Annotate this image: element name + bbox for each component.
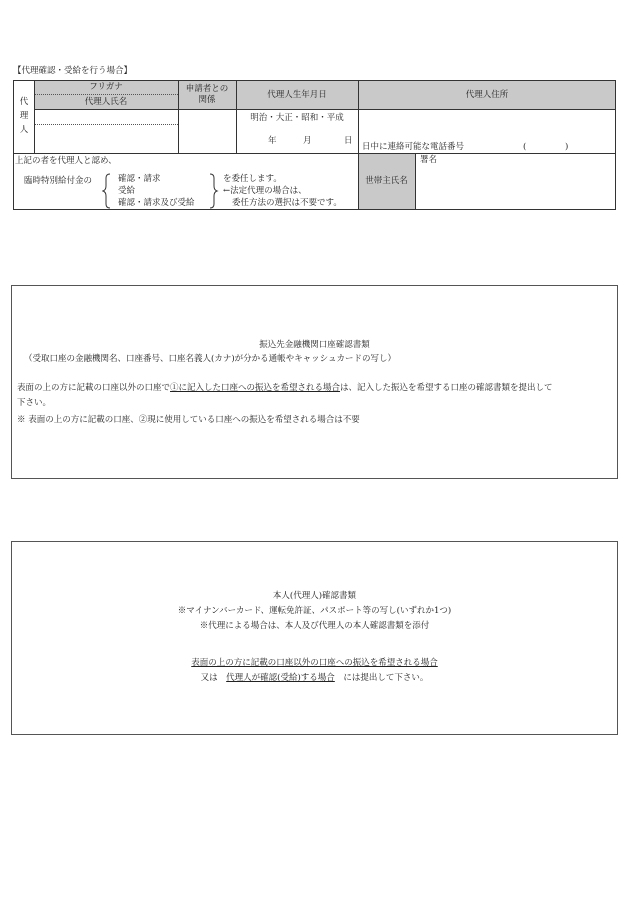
signature-label: 署名 — [420, 155, 438, 165]
address-label: 代理人住所 — [465, 90, 509, 100]
bank-box-body-line2: 下さい。 — [17, 398, 52, 408]
entrust-text: を委任します。 — [223, 174, 282, 184]
phone-label: 日中に連絡可能な電話番号 — [362, 142, 465, 152]
id-box-condition2-line: 又は 代理人が確認(受給)する場合 には提出して下さい。 — [200, 673, 429, 683]
bank-box-title: 振込先金融機関口座確認書類 — [259, 340, 370, 350]
legal-proxy-note: ←法定代理の場合は、 — [223, 186, 307, 196]
delegate-text: 上記の者を代理人と認め、 — [15, 156, 117, 166]
id-box-condition1: 表面の上の方に記載の口座以外の口座への振込を希望される場合 — [191, 658, 438, 668]
bank-box-note: ※ 表面の上の方に記載の口座、②現に使用している口座への振込を希望される場合は不要 — [17, 415, 360, 425]
bank-document-box — [11, 285, 618, 479]
address-input[interactable] — [359, 110, 615, 140]
id-box-line1: ※マイナンバーカード、運転免許証、パスポート等の写し(いずれか1つ) — [177, 606, 452, 616]
furigana-input[interactable] — [35, 110, 178, 124]
furigana-label: フリガナ — [89, 82, 123, 92]
householder-label: 世帯主氏名 — [365, 176, 408, 186]
bank-box-body-line1: 表面の上の方に記載の口座以外の口座で①に記入した口座への振込を希望される場合は、記入した振込を希望する口座の確認書類を提出して — [17, 383, 553, 393]
option-confirm-request-receive[interactable]: 確認・請求及び受給 — [118, 198, 195, 208]
birth-month-label: 月 — [303, 136, 312, 146]
birthdate-label: 代理人生年月日 — [267, 90, 327, 100]
method-not-required-note: 委任方法の選択は不要です。 — [232, 198, 342, 208]
era-options[interactable]: 明治・大正・昭和・平成 — [250, 113, 344, 123]
phone-paren-close: ) — [565, 142, 569, 152]
birth-year-label: 年 — [268, 136, 277, 146]
option-confirm-request[interactable]: 確認・請求 — [118, 174, 161, 184]
right-brace — [207, 172, 219, 210]
proxy-side-label-3: 人 — [19, 125, 29, 135]
relation-label-line1: 申請者との — [185, 84, 229, 94]
phone-paren-open: ( — [523, 142, 527, 152]
proxy-side-label-2: 理 — [19, 111, 29, 121]
left-brace — [102, 172, 114, 210]
birth-day-label: 日 — [344, 136, 353, 146]
proxy-name-label: 代理人氏名 — [84, 97, 128, 107]
id-box-line2: ※代理による場合は、本人及び代理人の本人確認書類を添付 — [199, 621, 430, 631]
signature-input[interactable] — [416, 166, 615, 209]
relation-label-line2: 関係 — [198, 95, 216, 105]
id-box-title: 本人(代理人)確認書類 — [272, 591, 357, 601]
proxy-section-title: 【代理確認・受給を行う場合】 — [13, 66, 133, 76]
proxy-name-input[interactable] — [35, 125, 178, 153]
id-document-box — [11, 541, 618, 735]
benefit-label: 臨時特別給付金の — [24, 176, 93, 186]
proxy-side-label-1: 代 — [19, 97, 29, 107]
bank-box-subtitle: （受取口座の金融機関名、口座番号、口座名義人(カナ)が分かる通帳やキャッシュカードの写し） — [24, 354, 396, 364]
relation-input[interactable] — [179, 110, 236, 153]
option-receive[interactable]: 受給 — [118, 186, 136, 196]
